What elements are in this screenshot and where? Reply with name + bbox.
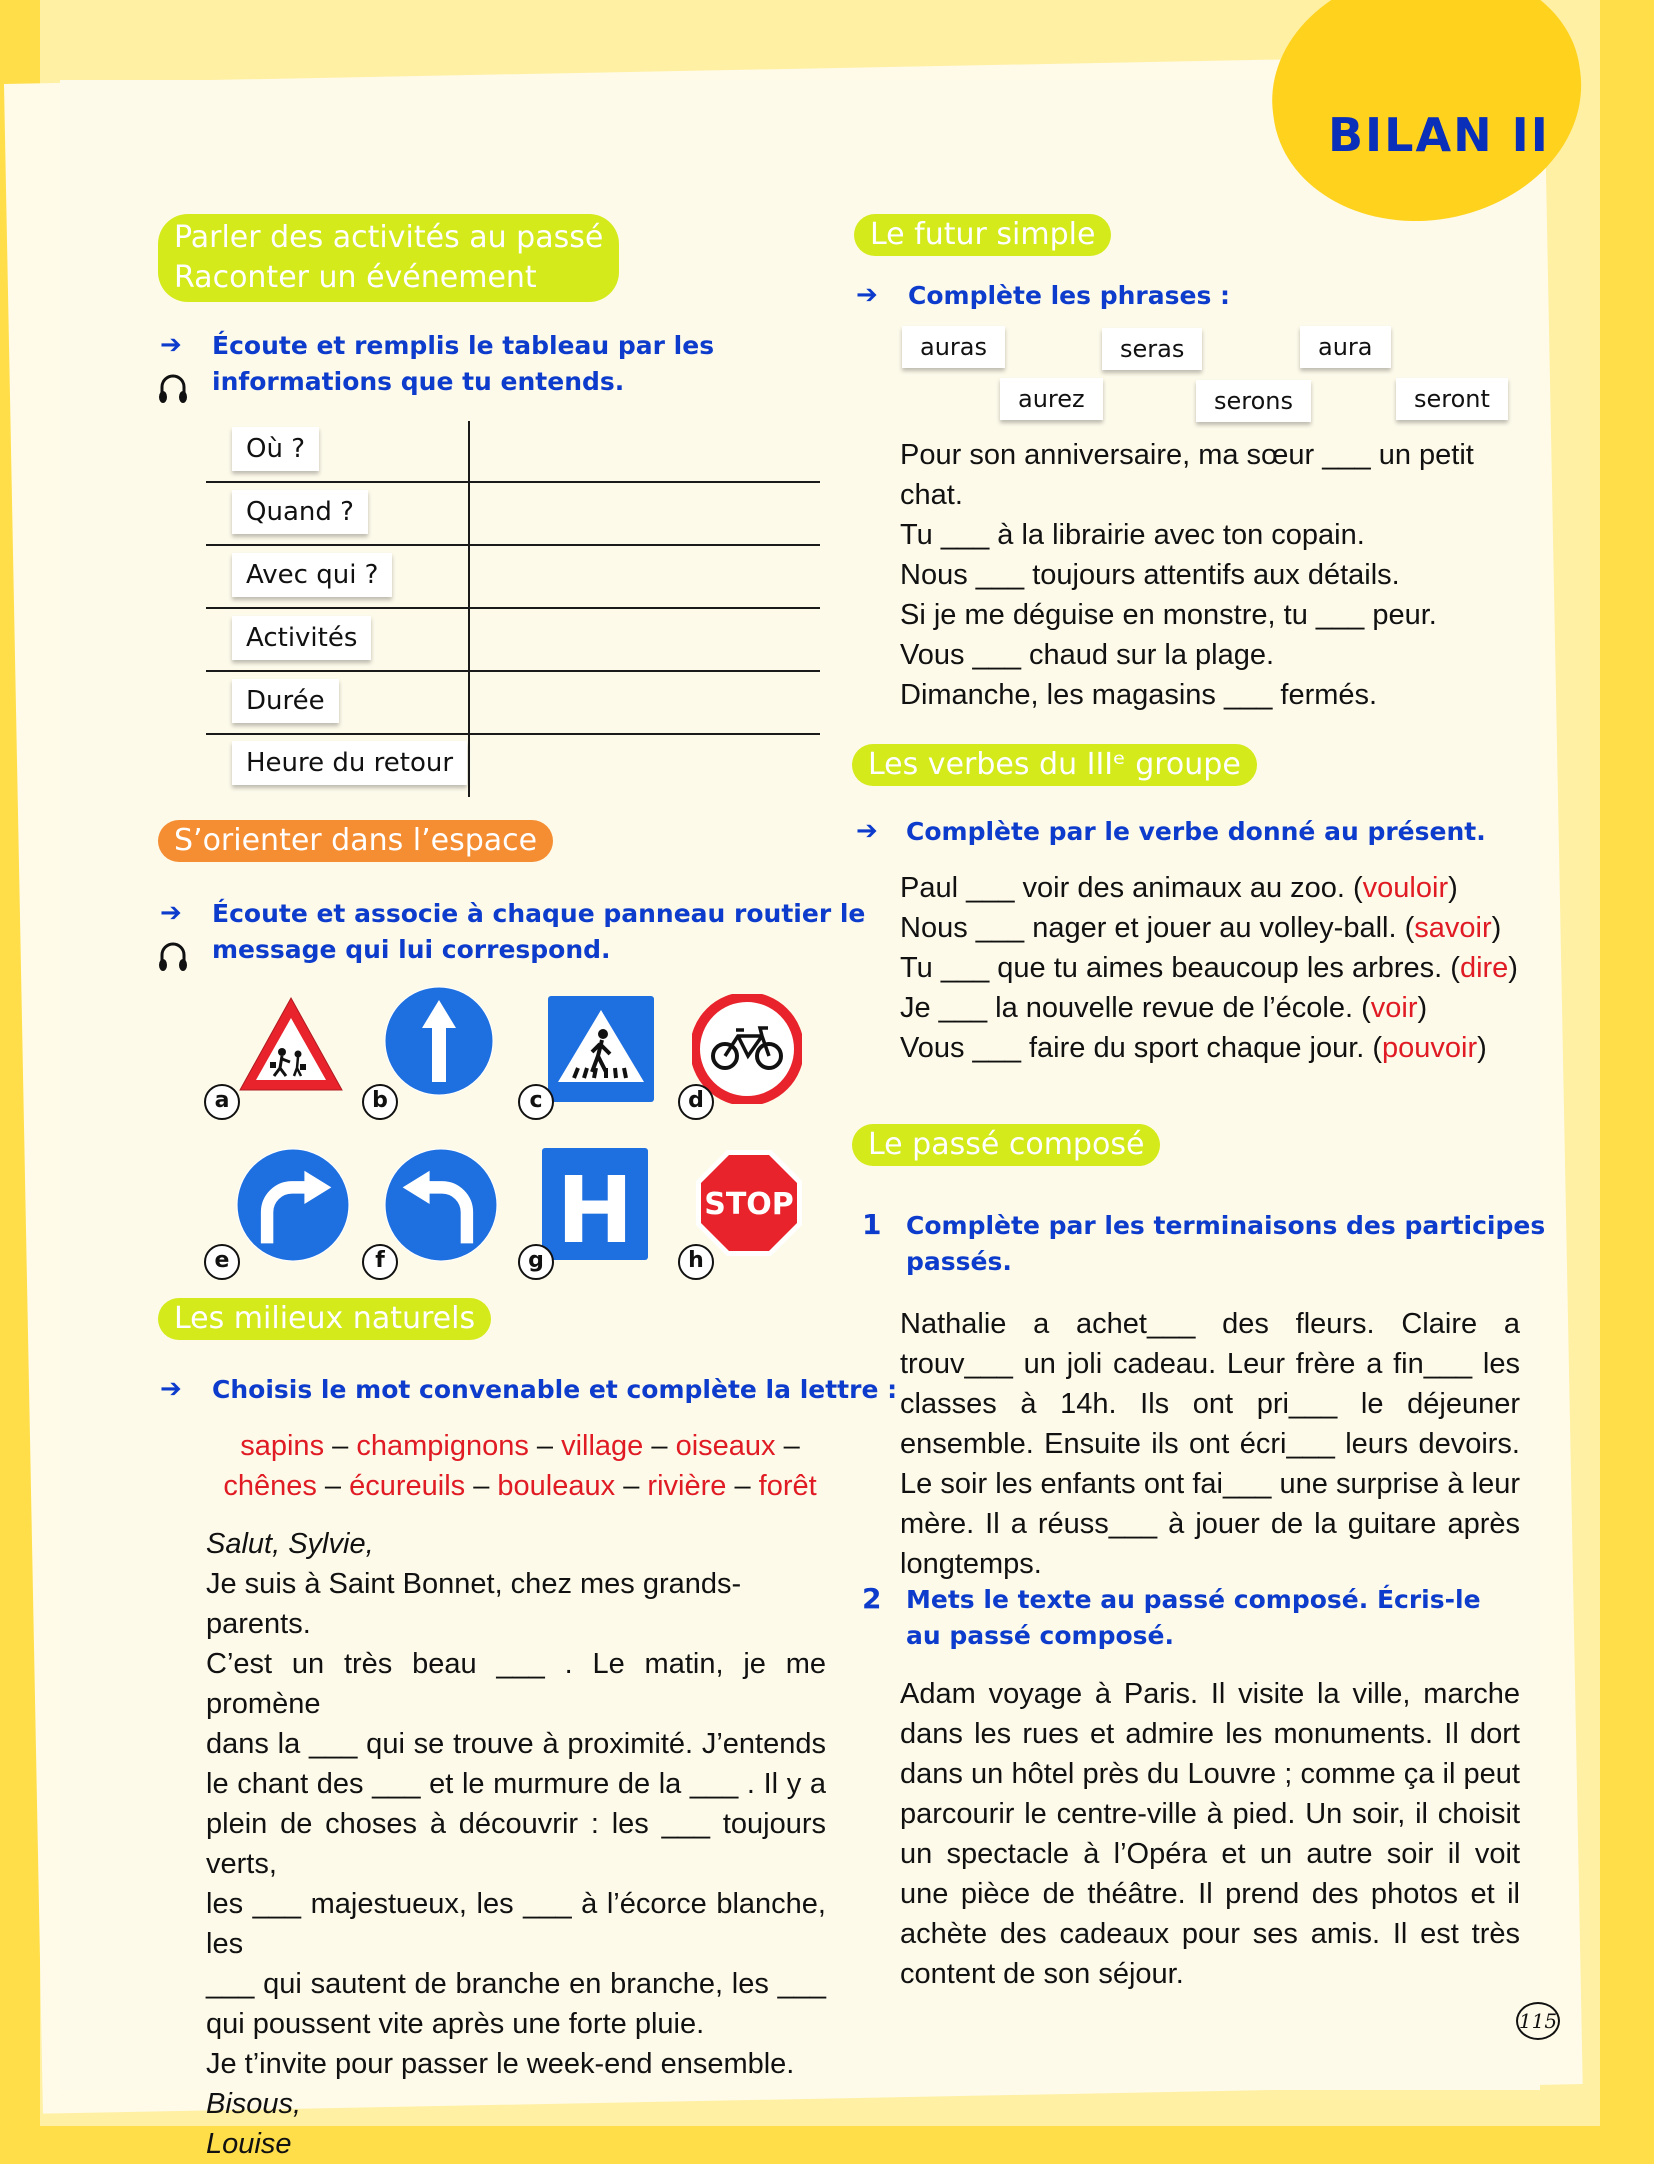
sentence-text: Nous ___ nager et jouer au volley-ball.: [900, 912, 1397, 944]
sign-letter-c: c: [518, 1084, 554, 1120]
instruction-complete-phrases: Complète les phrases :: [908, 281, 1231, 310]
sentence: Vous ___ faire du sport chaque jour. (pouvoir): [900, 1032, 1487, 1064]
word-card: seras: [1102, 328, 1202, 370]
word-option: rivière: [647, 1470, 727, 1502]
word-card: aura: [1300, 326, 1391, 368]
letter-line: ___ qui sautent de branche en branche, les ___: [206, 1968, 826, 2000]
section-title-line1: Parler des activités au passé: [174, 220, 604, 255]
section-title-activites-passe: [158, 214, 619, 302]
sign-letter-d: d: [678, 1084, 714, 1120]
table-row-label: Quand ?: [232, 490, 368, 534]
letter-text: [206, 1524, 826, 2164]
separator: –: [783, 1430, 800, 1462]
table-row-label: Où ?: [232, 427, 319, 471]
sign-letter-h: h: [678, 1244, 714, 1280]
word-card: auras: [902, 326, 1005, 368]
turn-left-sign-icon: [384, 1148, 498, 1262]
sentence: Nous ___ toujours attentifs aux détails.: [900, 559, 1400, 591]
instruction-line: message qui lui correspond.: [212, 935, 611, 964]
instruction-complete-verbe: Complète par le verbe donné au présent.: [906, 817, 1486, 846]
straight-ahead-arrow-sign-icon: [384, 986, 494, 1096]
separator: –: [623, 1470, 640, 1502]
instruction-line: Écoute et associe à chaque panneau routier le: [212, 899, 866, 928]
word-option: bouleaux: [497, 1470, 616, 1502]
word-option: sapins: [240, 1430, 325, 1462]
word-card: aurez: [1000, 378, 1103, 420]
table-row-label: Avec qui ?: [232, 553, 392, 597]
participes-text: Nathalie a achet___ des fleurs. Claire a trouv___ un joli cadeau. Leur frère a fin___ les classes à 14h. Ils ont pri___ le déjeuner ensemble. Ensuite ils ont écri___ leurs devoirs. Le soir les enfants ont fai___ une surprise à leur mère. Il a réuss___ à jouer de la guitare après longtemps.: [900, 1308, 1520, 1580]
word-bank: [200, 1426, 840, 1506]
table-row: [206, 610, 820, 672]
section-title-line2: Raconter un événement: [174, 260, 537, 295]
sentence-text: Vous ___ faire du sport chaque jour.: [900, 1032, 1365, 1064]
letter-line: Je suis à Saint Bonnet, chez mes grands-parents.: [206, 1568, 742, 1640]
table-line: [206, 481, 820, 483]
arrow-icon: ➔: [160, 1374, 182, 1404]
word-card: serons: [1196, 380, 1311, 422]
stop-sign-icon: [694, 1148, 804, 1258]
word-option: chênes: [223, 1470, 317, 1502]
table-row: [206, 484, 820, 546]
stop-sign-text: STOP: [704, 1187, 794, 1222]
sign-letter-f: f: [362, 1244, 398, 1280]
turn-right-sign-icon: [236, 1148, 350, 1262]
adam-text: Adam voyage à Paris. Il visite la ville, marche dans les rues et admire les monuments. Il dort dans un hôtel près du Louvre ; comme ça il peut parcourir le centre-ville à pied. Un soir, il choisit un spectacle à l’Opéra et un autre soir il voit une pièce de théâtre. Il prend des photos et il achète des cadeaux pour ses amis. Il est très content de son séjour.: [900, 1678, 1520, 1990]
table-row: [206, 673, 820, 735]
sentence-text: Paul ___ voir des animaux au zoo.: [900, 872, 1345, 904]
sentence: Tu ___ que tu aimes beaucoup les arbres. (dire): [900, 952, 1518, 984]
letter-line: dans la ___ qui se trouve à proximité. J’entends: [206, 1728, 826, 1760]
word-option: village: [561, 1430, 644, 1462]
section-title-milieux: Les milieux naturels: [158, 1298, 491, 1340]
sign-letter-g: g: [518, 1244, 554, 1280]
word-card: seront: [1396, 378, 1508, 420]
sentence: Nous ___ nager et jouer au volley-ball. (savoir): [900, 912, 1502, 944]
section-title-futur: Le futur simple: [854, 214, 1111, 256]
letter-line: plein de choses à découvrir : les ___ toujours verts,: [206, 1808, 826, 1880]
instruction-passe-compose: [906, 1582, 1481, 1654]
letter-signature: Louise: [206, 2128, 292, 2160]
letter-line: le chant des ___ et le murmure de la ___ . Il y a: [206, 1768, 826, 1800]
table-row-label: Durée: [232, 679, 339, 723]
instruction-listen-table: [212, 328, 714, 400]
table-row: [206, 421, 820, 483]
separator: –: [734, 1470, 751, 1502]
separator: –: [536, 1430, 554, 1462]
instruction-choose-word: Choisis le mot convenable et complète la lettre :: [212, 1375, 898, 1404]
instruction-line: Écoute et remplis le tableau par les: [212, 331, 715, 360]
sentence: Je ___ la nouvelle revue de l’école. (voir): [900, 992, 1428, 1024]
instruction-line: passés.: [906, 1247, 1012, 1276]
sentence: chat.: [900, 479, 963, 511]
letter-line: qui poussent vite après une forte pluie.: [206, 2008, 705, 2040]
arrow-icon: ➔: [856, 280, 878, 310]
table-row: [206, 547, 820, 609]
table-line: [206, 544, 820, 546]
table-line: [206, 670, 820, 672]
separator: –: [324, 1470, 342, 1502]
word-option: écureuils: [349, 1470, 466, 1502]
sentence: Tu ___ à la librairie avec ton copain.: [900, 519, 1365, 551]
letter-line: les ___ majestueux, les ___ à l’écorce blanche, les: [206, 1888, 826, 1960]
separator: –: [651, 1430, 668, 1462]
verb-hint: dire: [1459, 952, 1509, 984]
verb-hint: voir: [1370, 992, 1418, 1024]
sentence: Paul ___ voir des animaux au zoo. (vouloir): [900, 872, 1458, 904]
instruction-line: au passé composé.: [906, 1621, 1175, 1650]
word-bank-line: [200, 1466, 840, 1506]
separator: –: [473, 1470, 490, 1502]
sign-letter-e: e: [204, 1244, 240, 1280]
verb-hint: pouvoir: [1382, 1032, 1478, 1064]
verbes-sentences: [900, 868, 1520, 1068]
word-option: forêt: [758, 1470, 817, 1502]
arrow-icon: ➔: [160, 330, 182, 360]
table-line: [206, 607, 820, 609]
no-bicycles-sign-icon: [692, 994, 802, 1104]
exercise-number: 1: [862, 1208, 882, 1241]
letter-line: Je t’invite pour passer le week-end ensemble.: [206, 2048, 795, 2080]
page-title: BILAN II: [1328, 108, 1550, 162]
exercise-number: 2: [862, 1582, 882, 1615]
sentence: Pour son anniversaire, ma sœur ___ un petit: [900, 439, 1474, 471]
headphones-icon: [158, 940, 188, 972]
table-row-label: Activités: [232, 616, 371, 660]
section-title-verbes: Les verbes du IIIᵉ groupe: [852, 744, 1257, 786]
arrow-icon: ➔: [160, 898, 182, 928]
info-table: [206, 421, 820, 797]
hospital-sign-text: H: [556, 1157, 634, 1262]
table-row-label: Heure du retour: [232, 741, 467, 785]
children-crossing-warning-sign-icon: [236, 994, 346, 1104]
table-row: [206, 735, 820, 797]
sign-letter-b: b: [362, 1084, 398, 1120]
instruction-line: Complète par les terminaisons des participes: [906, 1211, 1546, 1240]
sign-letter-a: a: [204, 1084, 240, 1120]
letter-closing: Bisous,: [206, 2088, 302, 2120]
sentence: Vous ___ chaud sur la plage.: [900, 639, 1275, 671]
instruction-line: Mets le texte au passé composé. Écris-le: [906, 1585, 1481, 1614]
pedestrian-crossing-sign-icon: [546, 994, 656, 1104]
page-number: 115: [1516, 2002, 1560, 2040]
letter-line: C’est un très beau ___ . Le matin, je me promène: [206, 1648, 826, 1720]
futur-sentences: [900, 435, 1500, 715]
letter-greeting: Salut, Sylvie,: [206, 1528, 374, 1560]
word-option: oiseaux: [675, 1430, 776, 1462]
arrow-icon: ➔: [856, 816, 878, 846]
sentence-text: Je ___ la nouvelle revue de l’école.: [900, 992, 1354, 1024]
verb-hint: vouloir: [1362, 872, 1449, 904]
section-title-passe-compose: Le passé composé: [852, 1124, 1160, 1166]
hospital-sign-icon: [540, 1146, 650, 1262]
sentence: Dimanche, les magasins ___ fermés.: [900, 679, 1378, 711]
section-title-orienter: S’orienter dans l’espace: [158, 820, 553, 862]
separator: –: [332, 1430, 349, 1462]
sentence-text: Tu ___ que tu aimes beaucoup les arbres.: [900, 952, 1443, 984]
instruction-listen-signs: [212, 896, 865, 968]
instruction-line: informations que tu entends.: [212, 367, 625, 396]
headphones-icon: [158, 372, 188, 404]
verb-hint: savoir: [1414, 912, 1492, 944]
word-option: champignons: [356, 1430, 529, 1462]
instruction-participes: [906, 1208, 1545, 1280]
sentence: Si je me déguise en monstre, tu ___ peur.: [900, 599, 1437, 631]
word-bank-line: [200, 1426, 840, 1466]
